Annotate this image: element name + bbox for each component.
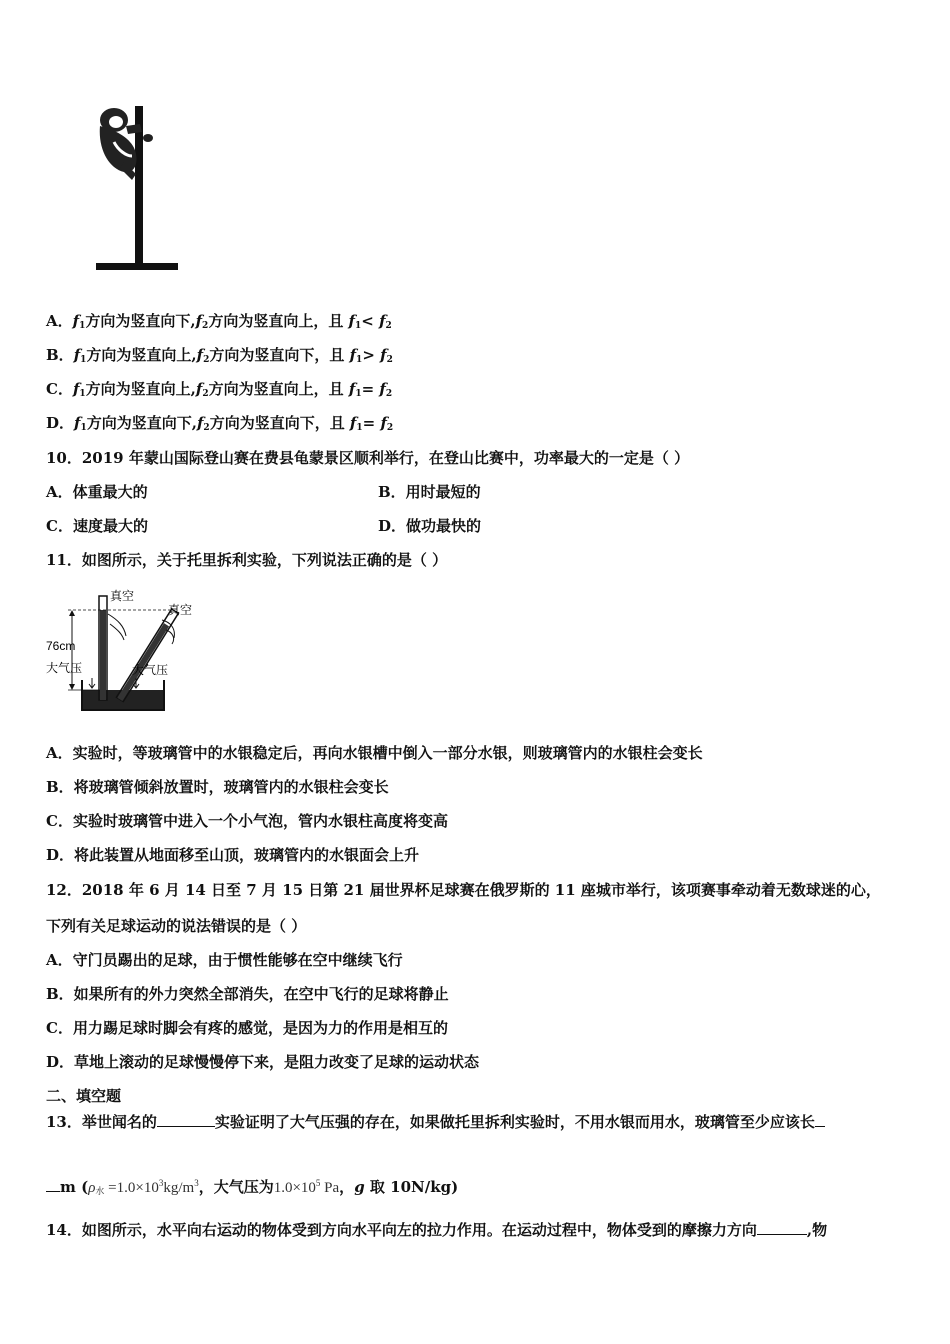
label-height: 76cm: [46, 639, 76, 653]
var-f: f: [380, 414, 387, 432]
q9-option-a[interactable]: [46, 310, 392, 337]
hand-left-icon: [108, 614, 126, 640]
var-f: f: [348, 312, 355, 330]
subscript: 2: [385, 389, 393, 399]
relation: =: [361, 380, 380, 398]
var-f: f: [380, 346, 387, 364]
q13-line2: [46, 1172, 458, 1202]
q14-part1: 14．如图所示，水平向右运动的物体受到方向水平向左的拉力作用。在运动过程中，物体受到的摩擦力方向: [46, 1221, 757, 1239]
label-vacuum-right: 真空: [168, 603, 193, 617]
option-letter: B．: [46, 346, 74, 364]
q11-option-c[interactable]: C．实验时玻璃管中进入一个小气泡，管内水银柱高度将变高: [46, 812, 448, 830]
rho-unit-exponent: 3: [194, 1178, 199, 1188]
q10-stem: 10．2019 年蒙山国际登山赛在费县龟蒙景区顺利举行，在登山比赛中，功率最大的一定是（ ）: [46, 449, 690, 467]
subscript: 2: [203, 423, 210, 433]
q12-option-d[interactable]: D．草地上滚动的足球慢慢停下来，是阻力改变了足球的运动状态: [46, 1053, 480, 1071]
q11-option-d[interactable]: D．将此装置从地面移至山顶，玻璃管内的水银面会上升: [46, 846, 420, 864]
relation: =: [362, 414, 381, 432]
subscript: 1: [80, 355, 87, 365]
var-f: f: [349, 346, 357, 364]
option-text: 方向为竖直向上,: [86, 346, 197, 364]
relation: <: [361, 312, 380, 330]
option-text: 方向为竖直向上，且: [208, 380, 349, 398]
section-title: 二、填空题: [46, 1087, 122, 1105]
var-f: f: [73, 346, 81, 364]
q12-option-b[interactable]: B．如果所有的外力突然全部消失，在空中飞行的足球将静止: [46, 985, 449, 1003]
var-f: f: [72, 380, 80, 398]
option-letter: C．: [46, 380, 73, 398]
subscript: 1: [355, 389, 362, 399]
q13-blank-1[interactable]: [157, 1111, 215, 1127]
q13-blank-2-cont[interactable]: [46, 1176, 60, 1192]
q13-density-formula: [88, 1180, 198, 1196]
q10-option-a[interactable]: A．体重最大的: [46, 483, 148, 501]
option-text: 方向为竖直向上，且: [208, 312, 349, 330]
subscript: 2: [203, 355, 210, 365]
monkey-pole-figure: [86, 98, 186, 278]
var-f: f: [196, 346, 204, 364]
subscript: 2: [386, 423, 394, 433]
q13-part5: 取 10N/kg): [364, 1178, 459, 1196]
q12-stem-line2: 下列有关足球运动的说法错误的是（ ）: [46, 917, 307, 935]
g-symbol: g: [354, 1178, 365, 1196]
subscript: 2: [385, 321, 392, 331]
q13-unit: m (: [60, 1178, 89, 1196]
pressure-unit: Pa: [324, 1180, 340, 1196]
subscript: 1: [356, 355, 363, 365]
q13-part4: ，: [339, 1178, 355, 1196]
q14-line1: [46, 1219, 827, 1241]
label-vacuum-left: 真空: [110, 589, 135, 603]
subscript: 2: [202, 389, 209, 399]
q13-line1: [46, 1111, 825, 1133]
var-f: f: [196, 414, 204, 432]
subscript: 2: [202, 321, 209, 331]
option-text: 方向为竖直向下，且: [209, 414, 350, 432]
q12-option-a[interactable]: A．守门员踢出的足球，由于惯性能够在空中继续飞行: [46, 951, 403, 969]
q13-blank-2[interactable]: [815, 1111, 825, 1127]
q12-option-c[interactable]: C．用力踢足球时脚会有疼的感觉，是因为力的作用是相互的: [46, 1019, 448, 1037]
subscript: 1: [79, 321, 86, 331]
q13-part3: ，大气压为: [198, 1178, 274, 1196]
rho-subscript: 水: [95, 1186, 105, 1196]
mercury-column-vertical: [100, 610, 106, 700]
option-text: 方向为竖直向下，且: [209, 346, 350, 364]
q10-option-b[interactable]: B．用时最短的: [378, 483, 481, 501]
q11-stem: 11．如图所示，关于托里拆利实验，下列说法正确的是（ ）: [46, 551, 448, 569]
label-pressure-right: 大气压: [132, 663, 169, 677]
var-f: f: [72, 312, 80, 330]
q10-option-c[interactable]: C．速度最大的: [46, 517, 148, 535]
relation: >: [362, 346, 381, 364]
rho-exponent: 3: [158, 1178, 164, 1188]
subscript: 1: [79, 389, 86, 399]
monkey-icon: [100, 108, 153, 180]
q9-option-d[interactable]: [46, 412, 393, 439]
option-letter: D．: [46, 414, 75, 432]
subscript: 1: [80, 423, 87, 433]
rho-symbol: ρ: [88, 1180, 96, 1196]
option-letter: A．: [46, 312, 73, 330]
q10-option-d[interactable]: D．做功最快的: [378, 517, 482, 535]
torricelli-figure: [44, 584, 214, 714]
pressure-arrow-left: [89, 678, 95, 688]
option-text: 方向为竖直向下,: [86, 414, 197, 432]
q14-blank-1[interactable]: [757, 1219, 807, 1235]
var-f: f: [379, 312, 386, 330]
pressure-value: 1.0×10: [273, 1180, 316, 1196]
q12-stem-line1: 12．2018 年 6 月 14 日至 7 月 15 日第 21 届世界杯足球赛在俄罗斯的 11 座城市举行，该项赛事牵动着无数球迷的心，: [46, 881, 881, 899]
rho-value: =1.0×10: [104, 1180, 159, 1196]
pressure-exponent: 5: [315, 1178, 321, 1188]
subscript: 2: [386, 355, 393, 365]
var-f: f: [348, 380, 356, 398]
var-f: f: [195, 312, 203, 330]
subscript: 1: [355, 321, 362, 331]
q11-option-a[interactable]: A．实验时，等玻璃管中的水银稳定后，再向水银槽中倒入一部分水银，则玻璃管内的水银柱会变长: [46, 744, 703, 762]
q11-option-b[interactable]: B．将玻璃管倾斜放置时，玻璃管内的水银柱会变长: [46, 778, 389, 796]
option-text: 方向为竖直向上,: [85, 380, 196, 398]
q9-option-b[interactable]: [46, 344, 393, 371]
q13-part2: 实验证明了大气压强的存在，如果做托里拆利实验时，不用水银而用水，玻璃管至少应该长: [214, 1113, 815, 1131]
rho-unit: kg/m: [163, 1180, 195, 1196]
option-text: 方向为竖直向下,: [85, 312, 196, 330]
subscript: 1: [356, 423, 363, 433]
q13-part1: 13．举世闻名的: [46, 1113, 157, 1131]
var-f: f: [74, 414, 81, 432]
label-pressure-left: 大气压: [46, 661, 83, 675]
q13-pressure-formula: [274, 1180, 339, 1196]
var-f: f: [195, 380, 203, 398]
q9-option-c[interactable]: [46, 378, 392, 405]
var-f: f: [379, 380, 386, 398]
var-f: f: [349, 414, 357, 432]
q14-part2: ,物: [806, 1221, 828, 1239]
